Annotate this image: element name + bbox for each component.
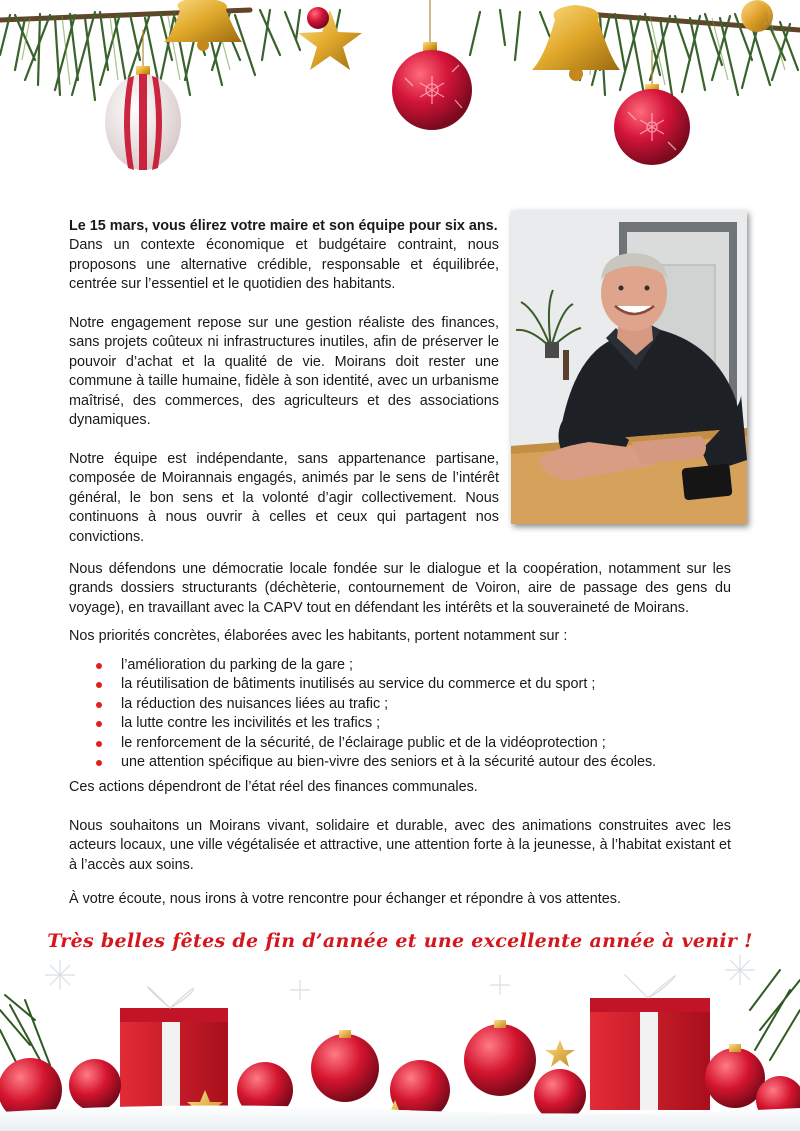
vision-paragraph: Nous souhaitons un Moirans vivant, solidaire et durable, avec des animations construites avec les acteurs locaux, une ville végétalisée et attractive, une attention forte à la jeunesse, à l’habitat existant et à l’accès aux soins. (69, 818, 731, 873)
listening-paragraph: À votre écoute, nous irons à votre rencontre pour échanger et répondre à vos attentes. (69, 891, 621, 907)
priorities-list (96, 656, 736, 772)
bullet-icon (96, 663, 102, 669)
bullet-icon (96, 702, 102, 708)
actions-paragraph: Ces actions dépendront de l’état réel des finances communales. (69, 779, 478, 795)
bullet-icon (96, 760, 102, 766)
bullet-icon (96, 741, 102, 747)
bullet-icon (96, 721, 102, 727)
intro-paragraph (69, 217, 499, 295)
intro-text: Dans un contexte économique et budgétaire contraint, nous proposons une alternative crédible, responsable et équilibrée, centrée sur l’essentiel et le quotidien des habitants. (69, 237, 499, 293)
democracy-paragraph: Nous défendons une démocratie locale fondée sur le dialogue et la coopération, notamment sur les grands dossiers structurants (déchèterie, contournement de Voiron, aire de passage des gens du voyage), en travaillant avec la CAPV tout en défendant les intérêts et la souveraineté de Moirans. (69, 561, 731, 616)
list-item: le renforcement de la sécurité, de l’éclairage public et de la vidéoprotection ; (96, 734, 736, 753)
closing-greeting: Très belles fêtes de fin d’année et une excellente année à venir ! (47, 930, 753, 952)
bullet-icon (96, 682, 102, 688)
list-item: la lutte contre les incivilités et les trafics ; (96, 714, 736, 733)
bottom-christmas-decoration (0, 950, 800, 1131)
intro-lead: Le 15 mars, vous élirez votre maire et son équipe pour six ans. (69, 218, 498, 234)
list-item: une attention spécifique au bien-vivre des seniors et à la sécurité autour des écoles. (96, 753, 736, 772)
priorities-intro: Nos priorités concrètes, élaborées avec les habitants, portent notamment sur : (69, 628, 568, 644)
top-christmas-decoration (0, 0, 800, 200)
list-item: l’amélioration du parking de la gare ; (96, 656, 736, 675)
engagement-paragraph: Notre engagement repose sur une gestion réaliste des finances, sans projets coûteux ni infrastructures inutiles, afin de préserver le pouvoir d’achat et la qualité de vie. Moirans doit rester une commune à taille humaine, fidèle à son identité, avec un urbanisme maîtrisé, des commerces, des agriculteurs et des associations dynamiques. (69, 315, 499, 429)
list-item: la réduction des nuisances liées au trafic ; (96, 695, 736, 714)
team-paragraph: Notre équipe est indépendante, sans appartenance partisane, composée de Moirannais engagés, animés par le sens de l’intérêt général, le bon sens et la volonté d’agir collectivement. Nous continuons à nous ouvrir à celles et ceux qui partagent nos convictions. (69, 451, 499, 545)
candidate-photo (511, 210, 747, 524)
list-item: la réutilisation de bâtiments inutilisés au service du commerce et du sport ; (96, 675, 736, 694)
